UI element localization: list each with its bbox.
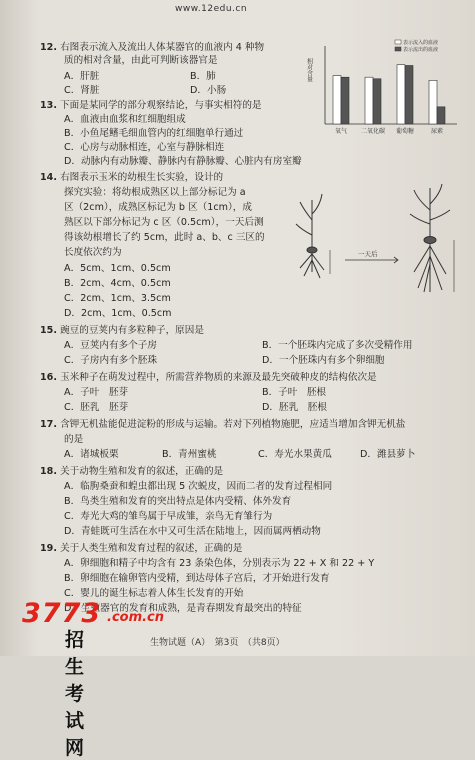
figure-arrow-label: 一天后 bbox=[358, 250, 378, 258]
bar-1-0 bbox=[365, 77, 373, 124]
bar-3-0 bbox=[429, 80, 437, 124]
q18-option-b: B．鸟类生殖和发育的突出特点是体内受精、体外发育 bbox=[64, 496, 292, 507]
root-growth-figure bbox=[290, 180, 465, 300]
q12-line-1: 12. 右图表示流入及流出人体某器官的血液内 4 种物 bbox=[40, 42, 265, 53]
q16-option-d: D．胚乳 胚根 bbox=[262, 402, 327, 413]
q16-option-b: B．子叶 胚根 bbox=[262, 387, 327, 398]
bar-0-1 bbox=[341, 77, 349, 124]
q16-option-c: C．胚乳 胚芽 bbox=[64, 402, 129, 413]
q17-line-1: 17. 含钾无机盐能促进淀粉的形成与运输。若对下列植物施肥，应适当增加含钾无机盐 bbox=[40, 419, 406, 430]
q14-line-2: 探究实验：将幼根成熟区以上部分标记为 a bbox=[64, 187, 246, 198]
q12-bar-chart bbox=[305, 38, 465, 138]
q18-option-d: D．青蛙既可生活在水中又可生活在陆地上，因而属两栖动物 bbox=[64, 526, 321, 537]
site-url: www.12edu.cn bbox=[175, 4, 248, 14]
bar-2-0 bbox=[397, 65, 405, 124]
bar-0-0 bbox=[333, 76, 341, 124]
q17-line-2: 的是 bbox=[64, 434, 84, 445]
bar-3-1 bbox=[437, 107, 445, 124]
q12-option-c: C．肾脏 bbox=[64, 85, 100, 96]
category-label-1: 二氧化碳 bbox=[360, 128, 386, 135]
q15-option-b: B．一个胚珠内完成了多次受精作用 bbox=[262, 340, 413, 351]
q14-line-5: 得该幼根增长了约 5cm，此时 a、b、c 三区的 bbox=[64, 232, 265, 243]
q18-option-a: A．临朐桑蚕和蝗虫都出现 5 次蜕皮，因而二者的发育过程相同 bbox=[64, 481, 333, 492]
q13-option-c: C．心房与动脉相连，心室与静脉相连 bbox=[64, 142, 225, 153]
logo-title: 招生考试网 bbox=[65, 629, 89, 759]
legend-in: 表示流入的血液 bbox=[403, 40, 439, 46]
q13-line-1: 13. 下面是某同学的部分观察结论，与事实相符的是 bbox=[40, 100, 262, 111]
q18-option-c: C．寿光大鸡的雏鸟属于早成雏，亲鸟无育雏行为 bbox=[64, 511, 273, 522]
category-label-0: 氧气 bbox=[334, 128, 348, 135]
q14-line-3: 区（2cm），成熟区标记为 b 区（1cm），成 bbox=[64, 202, 252, 213]
q17-option-a: A．诸城板栗 bbox=[64, 449, 119, 460]
bar-2-1 bbox=[405, 66, 413, 125]
q19-option-c: C．婴儿的诞生标志着人体生长发育的开始 bbox=[64, 588, 244, 599]
q13-option-a: A．血液由血浆和红细胞组成 bbox=[64, 114, 186, 125]
q16-option-a: A．子叶 胚芽 bbox=[64, 387, 129, 398]
q12-line-2: 质的相对含量，由此可判断该器官是 bbox=[64, 55, 218, 66]
bar-1-1 bbox=[373, 79, 381, 124]
q13-option-b: B．小鱼尾鳍毛细血管内的红细胞单行通过 bbox=[64, 128, 244, 139]
q19-option-b: B．卵细胞在输卵管内受精，到达母体子宫后，才开始进行发育 bbox=[64, 573, 330, 584]
legend-out: 表示流出的血液 bbox=[403, 47, 439, 53]
chart-y-label: 相对含量 bbox=[305, 58, 313, 82]
q15-option-a: A．豆荚内有多个子房 bbox=[64, 340, 157, 351]
legend-swatch-in bbox=[395, 40, 401, 44]
q19-option-d: D．生殖器官的发育和成熟，是青春期发育最突出的特征 bbox=[64, 603, 302, 614]
q18-line-1: 18. 关于动物生殖和发育的叙述，正确的是 bbox=[40, 466, 224, 477]
q16-line-1: 16. 玉米种子在萌发过程中，所需营养物质的来源及最先突破种皮的结构依次是 bbox=[40, 372, 377, 383]
q14-line-1: 14. 右图表示玉米的幼根生长实验，设计的 bbox=[40, 172, 224, 183]
q14-option-d: D．2cm、1cm、0.5cm bbox=[64, 308, 172, 319]
q14-option-c: C．2cm、1cm、3.5cm bbox=[64, 293, 171, 304]
logo-number: 3773 bbox=[22, 598, 102, 629]
category-label-3: 尿素 bbox=[430, 128, 444, 135]
q15-option-c: C．子房内有多个胚珠 bbox=[64, 355, 158, 366]
q15-option-d: D．一个胚珠内有多个卵细胞 bbox=[262, 355, 385, 366]
logo-domain: .com.cn bbox=[107, 610, 165, 625]
q17-option-c: C．寿光水果黄瓜 bbox=[258, 449, 332, 460]
q17-option-b: B．青州蜜桃 bbox=[162, 449, 217, 460]
q12-option-b: B．肺 bbox=[190, 71, 216, 82]
q14-option-a: A．5cm、1cm、0.5cm bbox=[64, 263, 171, 274]
q14-line-4: 熟区以下部分标记为 c 区（0.5cm），一天后测 bbox=[64, 217, 264, 228]
q15-line-1: 15. 豌豆的豆荚内有多粒种子，原因是 bbox=[40, 325, 204, 336]
q19-option-a: A．卵细胞和精子中均含有 23 条染色体，分别表示为 22 + X 和 22 + Y bbox=[64, 558, 375, 569]
q12-option-a: A．肝脏 bbox=[64, 71, 100, 82]
q14-option-b: B．2cm、4cm、0.5cm bbox=[64, 278, 171, 289]
q13-option-d: D．动脉内有动脉瓣、静脉内有静脉瓣、心脏内有房室瓣 bbox=[64, 156, 302, 167]
category-label-2: 葡萄糖 bbox=[395, 128, 415, 135]
page-footer: 生物试题（A） 第3页 （共8页） bbox=[150, 638, 285, 648]
q12-option-d: D．小肠 bbox=[190, 85, 227, 96]
q17-option-d: D．潍县萝卜 bbox=[360, 449, 416, 460]
q19-line-1: 19. 关于人类生殖和发育过程的叙述，正确的是 bbox=[40, 543, 243, 554]
q14-line-6: 长度依次约为 bbox=[64, 247, 122, 258]
legend-swatch-out bbox=[395, 47, 401, 51]
